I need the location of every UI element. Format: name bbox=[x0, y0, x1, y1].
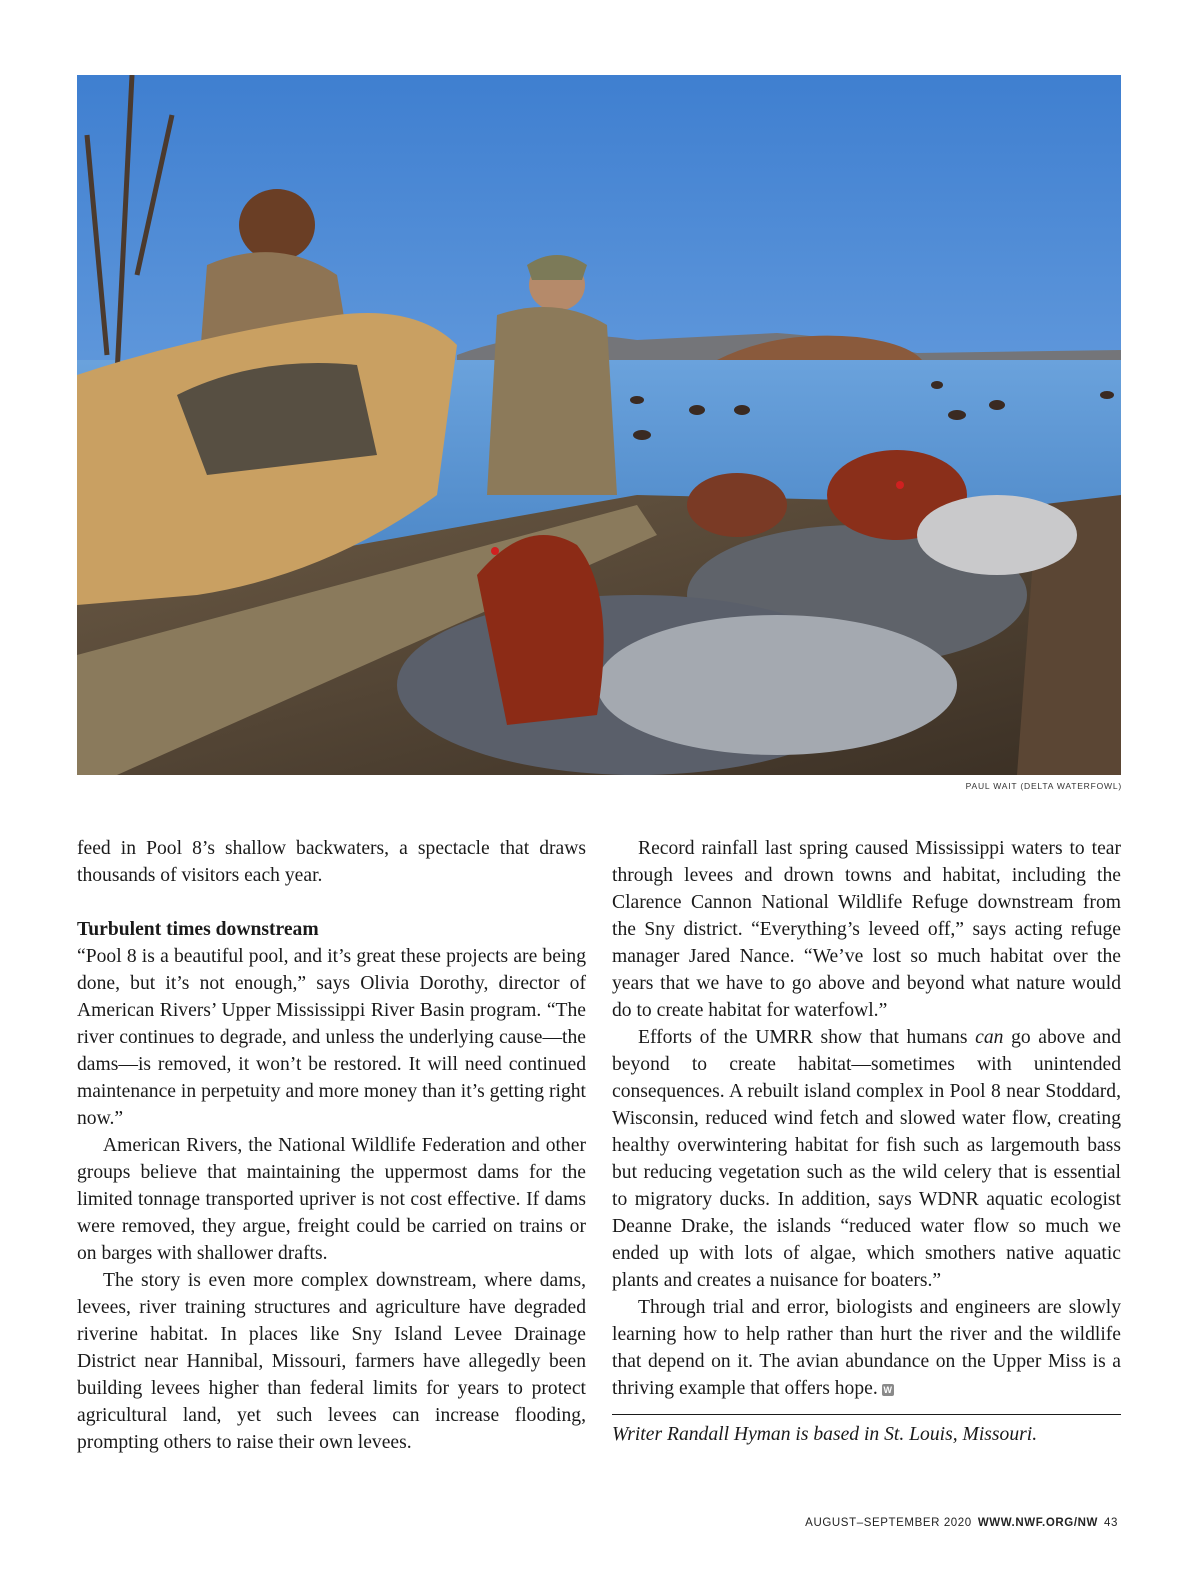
photo-duck-decoys-hunters bbox=[77, 75, 1121, 775]
paragraph-text: Through trial and error, biologists and engineers are slowly learning how to help rather than hurt the river and the wildlife that depend on it. The avian abundance on the Upper Miss is a thriving example that offers hope. bbox=[612, 1297, 1121, 1399]
author-bio: Writer Randall Hyman is based in St. Louis, Missouri. bbox=[612, 1424, 1038, 1445]
paragraph: feed in Pool 8’s shallow backwaters, a spectacle that draws thousands of visitors each year. bbox=[77, 838, 586, 886]
emphasis-text: can bbox=[975, 1027, 1004, 1048]
photo-credit: PAUL WAIT (DELTA WATERFOWL) bbox=[965, 781, 1122, 791]
issue-date: AUGUST–SEPTEMBER 2020 bbox=[805, 1517, 972, 1529]
page-number: 43 bbox=[1104, 1517, 1118, 1529]
paragraph bbox=[612, 1294, 1121, 1402]
article-column-left bbox=[77, 835, 586, 1456]
article-column-right bbox=[612, 835, 1121, 1402]
page-footer bbox=[805, 1517, 1118, 1529]
footer-url[interactable]: WWW.NWF.ORG/NW bbox=[977, 1517, 1098, 1529]
paragraph bbox=[612, 1024, 1121, 1294]
article-photo bbox=[77, 75, 1121, 775]
paragraph: Record rainfall last spring caused Mississippi waters to tear through levees and drown towns and habitat, including the Clarence Cannon National Wildlife Refuge downstream from the Sny district. “Everything’s leveed off,” says acting refuge manager Jared Nance. “We’ve lost so much habitat over the years that we have to go above and beyond what nature would do to create habitat for waterfowl.” bbox=[612, 838, 1121, 1021]
paragraph: American Rivers, the National Wildlife Federation and other groups believe that maintaining the uppermost dams for the limited tonnage transported upriver is not cost effective. If dams were removed, they argue, freight could be carried on trains or on barges with shallower drafts. bbox=[77, 1135, 586, 1264]
end-mark-icon: W bbox=[883, 1385, 892, 1395]
section-heading: Turbulent times downstream bbox=[77, 919, 319, 940]
paragraph-text: go above and beyond to create habitat—sometimes with unintended consequences. A rebuilt island complex in Pool 8 near Stoddard, Wisconsin, reduced wind fetch and slowed water flow, creating healthy overwintering habitat for fish such as largemouth bass but reducing vegetation such as the wild celery that is essential to migratory ducks. In addition, says WDNR aquatic ecologist Deanne Drake, the islands “reduced water flow so much we ended up with lots of algae, which smothers native aquatic plants and creates a nuisance for boaters.” bbox=[612, 1027, 1121, 1291]
paragraph: The story is even more complex downstream, where dams, levees, river training structures and agriculture have degraded riverine habitat. In places like Sny Island Levee Drainage District near Hannibal, Missouri, farmers have allegedly been building levees higher than federal limits for years to protect agricultural land, yet such levees can increase flooding, prompting others to raise their own levees. bbox=[77, 1270, 586, 1453]
paragraph: “Pool 8 is a beautiful pool, and it’s great these projects are being done, but it’s not enough,” says Olivia Dorothy, director of American Rivers’ Upper Mississippi River Basin program. “The river continues to degrade, and unless the underlying cause—the dams—is removed, it won’t be restored. It will need continued maintenance in perpetuity and more money than it’s getting right now.” bbox=[77, 946, 586, 1129]
divider bbox=[612, 1414, 1121, 1415]
paragraph-text: Efforts of the UMRR show that humans bbox=[638, 1027, 976, 1048]
